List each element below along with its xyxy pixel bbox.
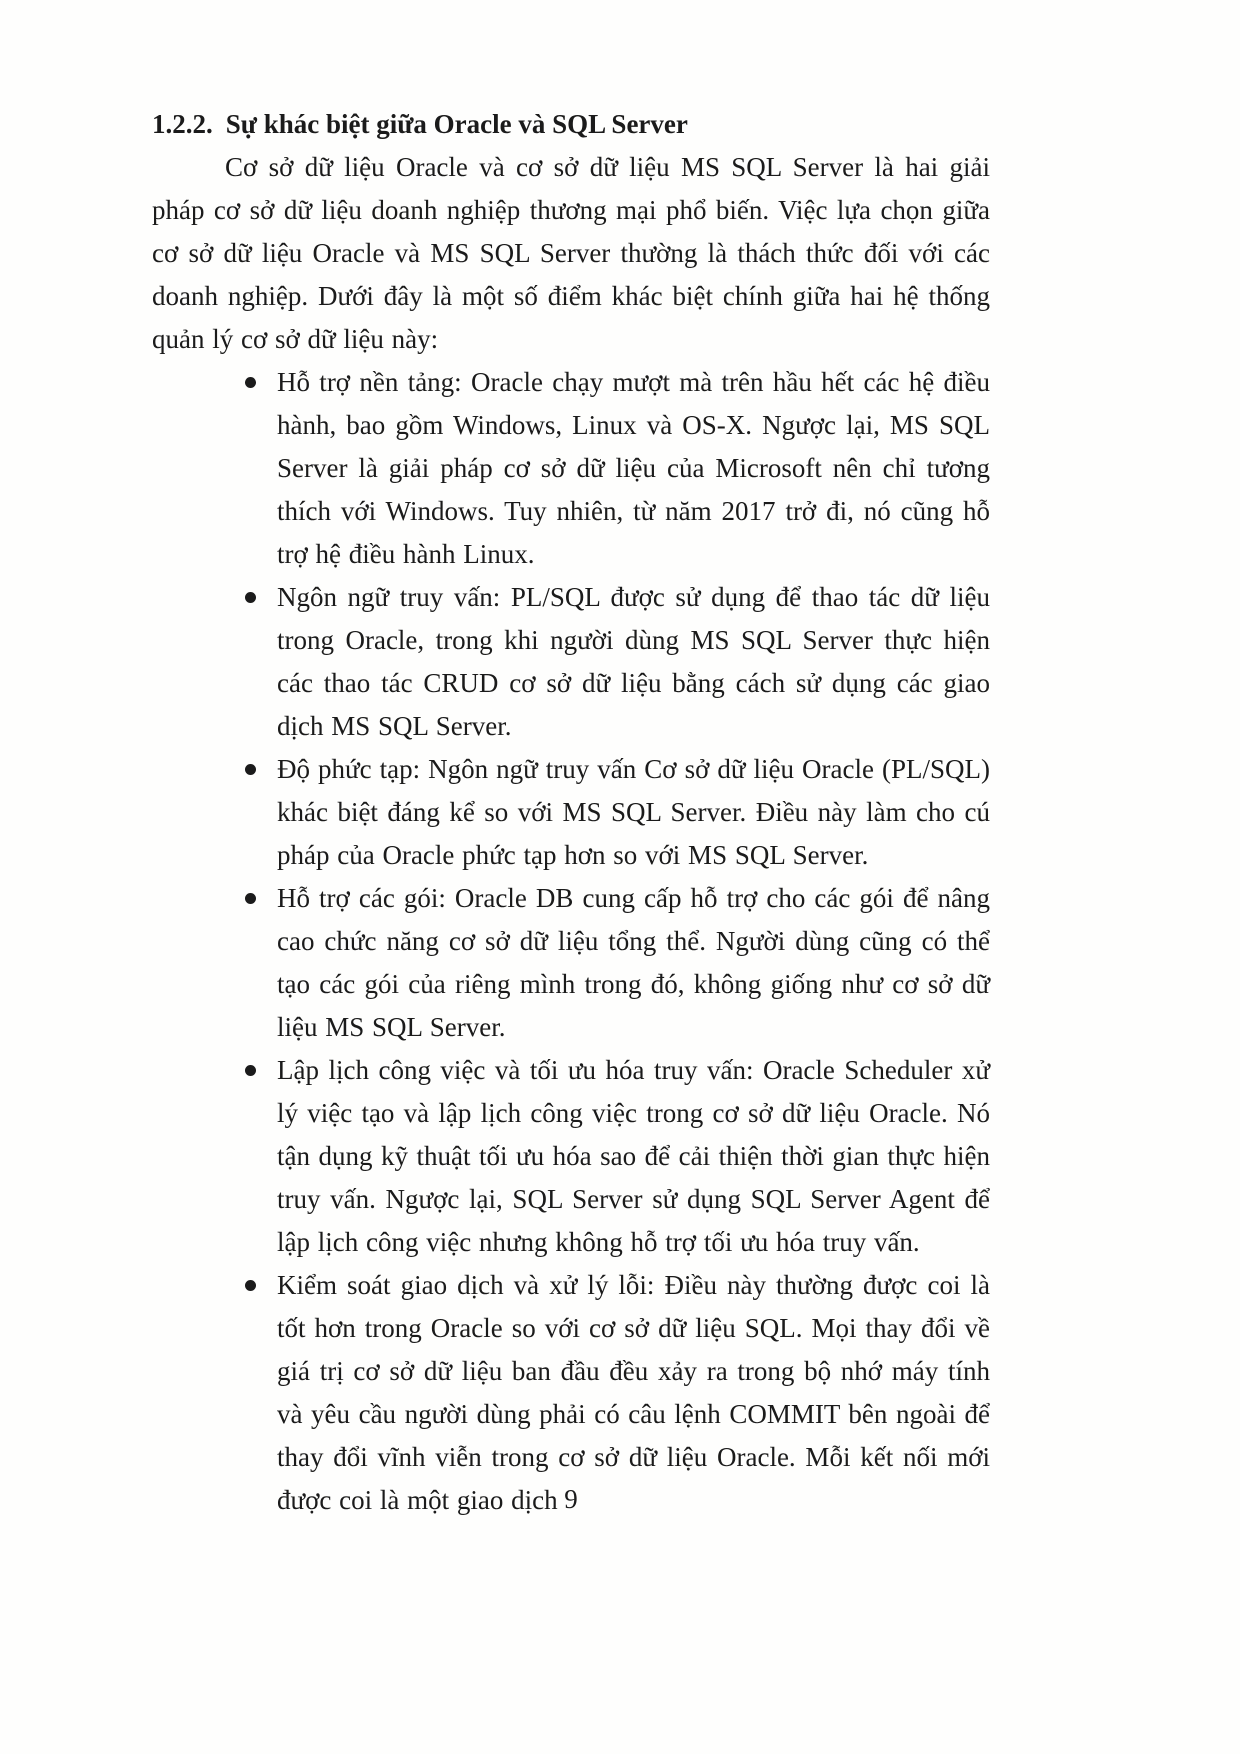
bullet-item-transaction-control: Kiểm soát giao dịch và xử lý lỗi: Điều này thường được coi là tốt hơn trong Oracle so với cơ sở dữ liệu SQL. Mọi thay đổi về giá trị cơ sở dữ liệu ban đầu đều xảy ra trong bộ nhớ máy tính và yêu cầu người dùng phải có câu lệnh COMMIT bên ngoài để thay đổi vĩnh viễn trong cơ sở dữ liệu Oracle. Mỗi kết nối mới được coi là một giao dịch xyxy=(152,1264,990,1522)
bullet-item-complexity: Độ phức tạp: Ngôn ngữ truy vấn Cơ sở dữ liệu Oracle (PL/SQL) khác biệt đáng kể so với MS SQL Server. Điều này làm cho cú pháp của Oracle phức tạp hơn so với MS SQL Server. xyxy=(152,748,990,877)
intro-paragraph: Cơ sở dữ liệu Oracle và cơ sở dữ liệu MS SQL Server là hai giải pháp cơ sở dữ liệu doanh nghiệp thương mại phổ biến. Việc lựa chọn giữa cơ sở dữ liệu Oracle và MS SQL Server thường là thách thức đối với các doanh nghiệp. Dưới đây là một số điểm khác biệt chính giữa hai hệ thống quản lý cơ sở dữ liệu này: xyxy=(152,152,990,354)
section-heading xyxy=(152,103,990,146)
bullet-item-platform-support: Hỗ trợ nền tảng: Oracle chạy mượt mà trên hầu hết các hệ điều hành, bao gồm Windows, Linux và OS-X. Ngược lại, MS SQL Server là giải pháp cơ sở dữ liệu của Microsoft nên chỉ tương thích với Windows. Tuy nhiên, từ năm 2017 trở đi, nó cũng hỗ trợ hệ điều hành Linux. xyxy=(152,361,990,576)
page-number: 9 xyxy=(564,1484,578,1514)
bullet-item-query-language: Ngôn ngữ truy vấn: PL/SQL được sử dụng để thao tác dữ liệu trong Oracle, trong khi người dùng MS SQL Server thực hiện các thao tác CRUD cơ sở dữ liệu bằng cách sử dụng các giao dịch MS SQL Server. xyxy=(152,576,990,748)
section-title: Sự khác biệt giữa Oracle và SQL Server xyxy=(225,109,688,139)
bullet-item-package-support: Hỗ trợ các gói: Oracle DB cung cấp hỗ trợ cho các gói để nâng cao chức năng cơ sở dữ liệu tổng thể. Người dùng cũng có thể tạo các gói của riêng mình trong đó, không giống như cơ sở dữ liệu MS SQL Server. xyxy=(152,877,990,1049)
section-number: 1.2.2. xyxy=(152,109,213,139)
bullet-list xyxy=(152,361,990,1522)
bullet-item-job-scheduling: Lập lịch công việc và tối ưu hóa truy vấn: Oracle Scheduler xử lý việc tạo và lập lịch công việc trong cơ sở dữ liệu Oracle. Nó tận dụng kỹ thuật tối ưu hóa sao để cải thiện thời gian thực hiện truy vấn. Ngược lại, SQL Server sử dụng SQL Server Agent để lập lịch công việc nhưng không hỗ trợ tối ưu hóa truy vấn. xyxy=(152,1049,990,1264)
